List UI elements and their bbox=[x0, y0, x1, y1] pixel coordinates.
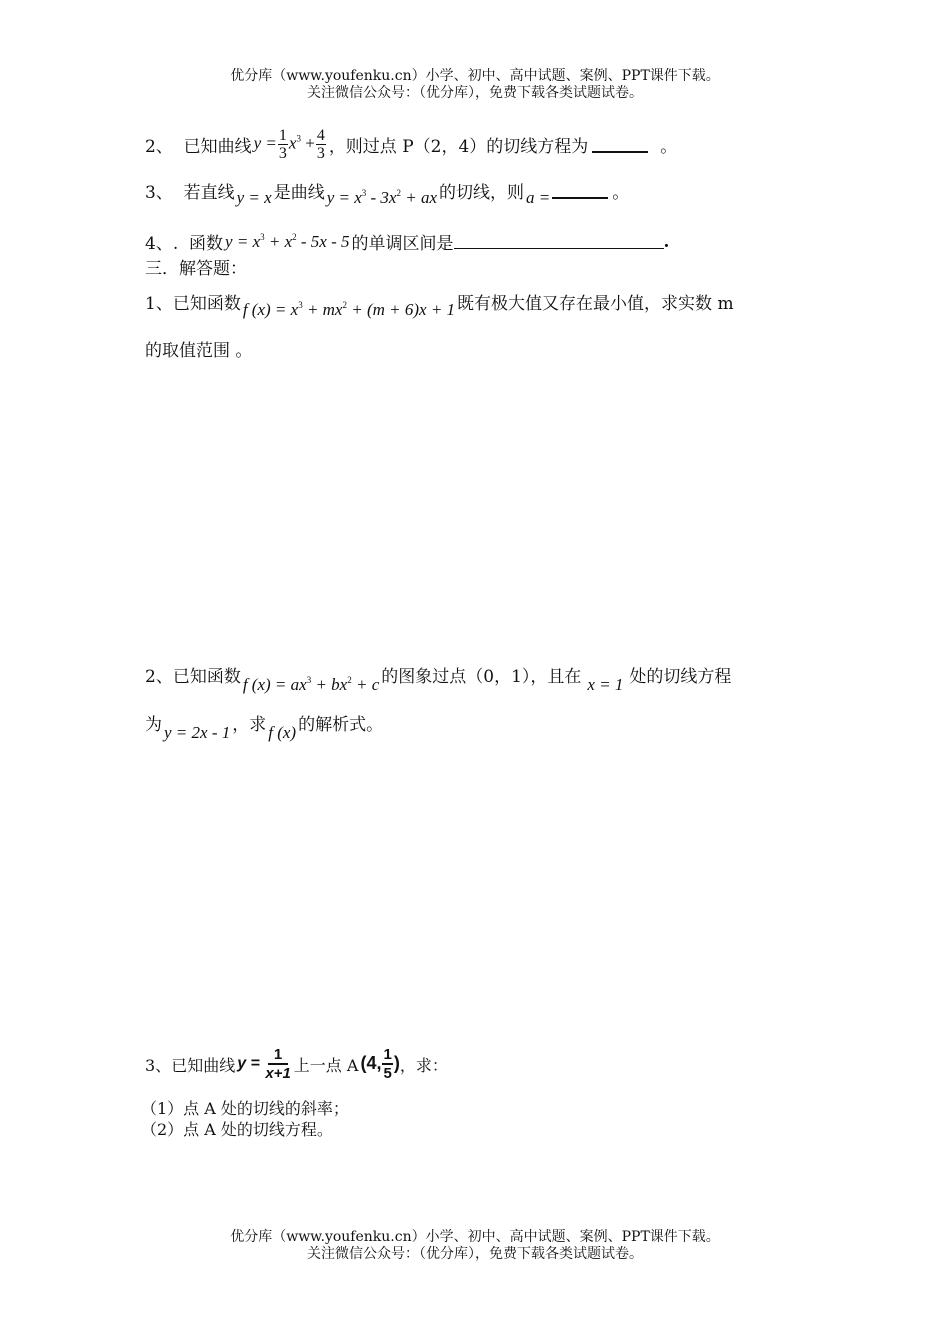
math-part: - 5x - 5 bbox=[296, 231, 350, 251]
answer-blank[interactable] bbox=[592, 137, 648, 153]
problem-3-sub2 bbox=[141, 1117, 333, 1140]
math-part: + ax bbox=[400, 187, 438, 207]
question-3-fill bbox=[145, 178, 630, 207]
math-part: + x bbox=[264, 231, 293, 251]
math-part: + bbox=[305, 133, 315, 153]
q-text: 为 bbox=[145, 715, 162, 735]
q-number: 3、 bbox=[145, 1055, 172, 1075]
q-number: 1、 bbox=[145, 294, 173, 314]
math-part: y = bbox=[237, 1055, 260, 1073]
q-text: ，求： bbox=[399, 1055, 448, 1075]
line-formula: y = x bbox=[236, 187, 272, 207]
question-4-fill bbox=[145, 229, 669, 254]
sub-question: （2）点 A 处的切线方程。 bbox=[141, 1120, 333, 1139]
sub-question: （1）点 A 处的切线的斜率； bbox=[141, 1099, 349, 1118]
function-formula bbox=[225, 232, 349, 252]
section-heading: 三．解答题： bbox=[145, 259, 247, 279]
q-text: 已知函数 bbox=[172, 294, 241, 314]
q-text: ，则过点 P（2，4）的切线方程为 bbox=[328, 137, 589, 157]
page-footer bbox=[0, 1229, 950, 1263]
exponent: 3 bbox=[361, 187, 367, 198]
math-part: + (m + 6)x + 1 bbox=[346, 299, 456, 319]
q-text: 的单调区间是 bbox=[351, 234, 454, 254]
section-title bbox=[145, 254, 247, 279]
math-part: y = bbox=[253, 133, 277, 153]
q-text: 的解析式。 bbox=[298, 715, 384, 735]
x-value: x = 1 bbox=[587, 674, 624, 694]
math-part: - 3x bbox=[366, 187, 397, 207]
function-formula bbox=[243, 300, 455, 320]
q-text: 已知曲线 bbox=[171, 1055, 236, 1075]
exponent: 2 bbox=[342, 299, 347, 310]
question-2-fill bbox=[145, 127, 677, 162]
exponent: 3 bbox=[306, 674, 312, 685]
numerator: 1 bbox=[383, 1046, 392, 1063]
q-text: 的图象过点（0，1），且在 bbox=[381, 667, 582, 687]
denominator: 3 bbox=[316, 145, 325, 162]
header-line-2: 关注微信公众号：（优分库），免费下载各类试题试卷。 bbox=[307, 85, 643, 101]
math-part: f (x) = ax bbox=[242, 674, 307, 694]
q-text: 的切线，则 bbox=[439, 183, 525, 203]
math-part: + bx bbox=[311, 674, 348, 694]
problem-1-cont bbox=[145, 336, 252, 361]
numerator: 1 bbox=[268, 1046, 288, 1065]
q-text: 若直线 bbox=[183, 183, 235, 203]
fraction bbox=[265, 1046, 290, 1082]
a-variable: a = bbox=[526, 187, 551, 207]
fraction bbox=[278, 127, 288, 162]
denominator: x+1 bbox=[265, 1065, 291, 1082]
problem-1 bbox=[145, 289, 734, 319]
math-part: y = x bbox=[225, 231, 261, 251]
q-text: 上一点 A bbox=[293, 1055, 359, 1075]
problem-2-cont bbox=[145, 710, 384, 742]
q-text: 函数 bbox=[189, 234, 224, 254]
curve-formula bbox=[254, 127, 327, 162]
tangent-formula: y = 2x - 1 bbox=[164, 722, 231, 742]
q-text: 。 bbox=[612, 183, 630, 203]
q-number: 3、 bbox=[145, 183, 173, 203]
exponent: 2 bbox=[292, 231, 297, 242]
exponent: 3 bbox=[298, 299, 303, 310]
page-header bbox=[0, 68, 950, 102]
answer-blank[interactable] bbox=[552, 183, 608, 199]
q-text: 的取值范围 。 bbox=[145, 341, 253, 361]
math-part: x bbox=[288, 133, 297, 153]
q-text: 。 bbox=[660, 137, 678, 157]
denominator: 5 bbox=[383, 1065, 392, 1082]
function-formula bbox=[243, 675, 379, 695]
problem-2 bbox=[145, 662, 732, 694]
footer-line-2: 关注微信公众号：（优分库），免费下载各类试题试卷。 bbox=[307, 1246, 643, 1262]
q-text: ，求 bbox=[232, 715, 267, 735]
q-text: . bbox=[663, 231, 670, 252]
q-text: 已知函数 bbox=[172, 667, 241, 687]
curve-formula bbox=[327, 188, 437, 208]
exponent: 3 bbox=[296, 133, 301, 144]
q-number: 2、 bbox=[145, 137, 173, 157]
q-text: 是曲线 bbox=[273, 183, 325, 203]
numerator: 4 bbox=[316, 127, 325, 144]
math-part: + c bbox=[351, 674, 380, 694]
exponent: 2 bbox=[347, 674, 352, 685]
answer-blank[interactable] bbox=[454, 234, 664, 249]
footer-line-1: 优分库（www.youfenku.cn）小学、初中、高中试题、案例、PPT课件下载。 bbox=[230, 1229, 720, 1245]
q-text: 处的切线方程 bbox=[629, 667, 732, 687]
numerator: 1 bbox=[278, 127, 287, 144]
problem-3 bbox=[145, 1046, 448, 1082]
denominator: 3 bbox=[278, 145, 287, 162]
header-line-1: 优分库（www.youfenku.cn）小学、初中、高中试题、案例、PPT课件下载。 bbox=[230, 68, 720, 84]
fraction bbox=[316, 127, 326, 162]
q-number: 4、. bbox=[145, 234, 179, 254]
math-part: ) bbox=[393, 1052, 400, 1073]
math-part: (4, bbox=[360, 1052, 382, 1073]
fraction bbox=[382, 1046, 392, 1082]
math-part: + mx bbox=[302, 299, 343, 319]
math-part: y = x bbox=[326, 187, 362, 207]
point-a bbox=[360, 1046, 399, 1082]
exponent: 3 bbox=[260, 231, 265, 242]
function-name: f (x) bbox=[268, 722, 297, 742]
problem-3-sub1 bbox=[141, 1096, 349, 1119]
q-text: 既有极大值又存在最小值，求实数 m bbox=[457, 294, 734, 314]
exponent: 2 bbox=[396, 187, 401, 198]
q-text: 已知曲线 bbox=[183, 137, 252, 157]
math-part: f (x) = x bbox=[242, 299, 299, 319]
curve-formula bbox=[237, 1046, 292, 1082]
q-number: 2、 bbox=[145, 667, 173, 687]
